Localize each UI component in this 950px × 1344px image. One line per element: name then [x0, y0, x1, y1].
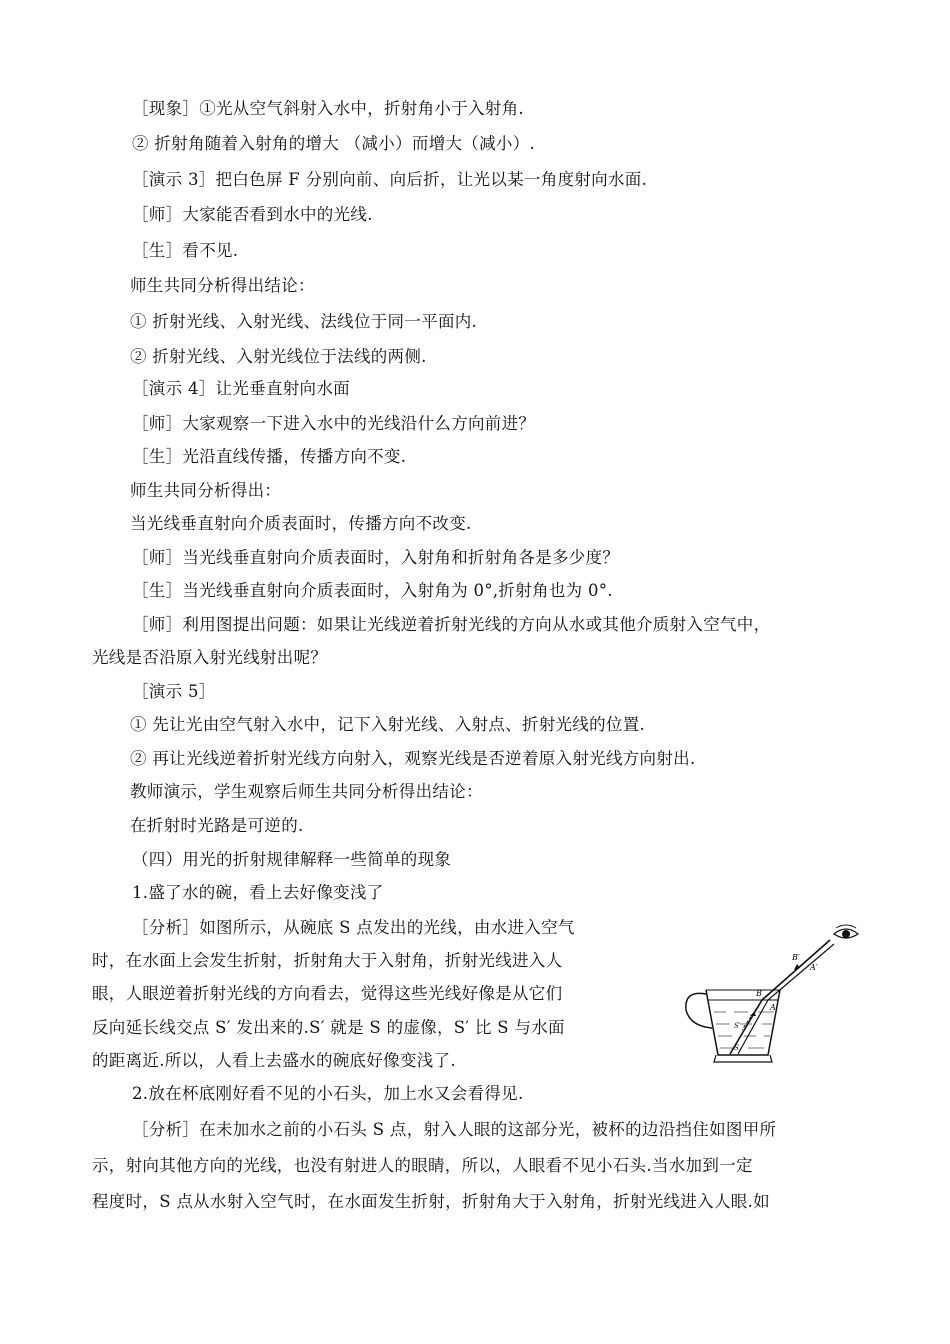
figure-label: B: [756, 989, 762, 998]
text-line: 教师演示，学生观察后师生共同分析得出结论：: [130, 782, 483, 801]
analysis-line: 的距离近.所以，人看上去盛水的碗底好像变浅了.: [92, 1051, 456, 1070]
figure-label: A: [770, 1003, 776, 1012]
analysis-line: ［分析］如图所示，从碗底 S 点发出的光线，由水进入空气: [132, 918, 575, 937]
figure-label: S′: [734, 1022, 741, 1030]
text-line: （四）用光的折射规律解释一些简单的现象: [132, 850, 452, 869]
analysis-line: 程度时，S 点从水射入空气时，在水面发生折射，折射角大于入射角，折射光线进入人眼.如: [92, 1192, 770, 1211]
text-line: ② 再让光线逆着折射光线方向射入，观察光线是否逆着原入射光线方向射出.: [130, 749, 696, 768]
text-line: ① 先让光由空气射入水中，记下入射光线、入射点、折射光线的位置.: [130, 715, 646, 734]
text-line: 2.放在杯底刚好看不见的小石头，加上水又会看得见.: [132, 1084, 524, 1103]
analysis-line: 示，射向其他方向的光线，也没有射进人的眼睛，所以，人眼看不见小石头.当水加到一定: [92, 1156, 753, 1175]
analysis-line: ［分析］在未加水之前的小石头 S 点，射入人眼的这部分光，被杯的边沿挡住如图甲所: [132, 1120, 777, 1139]
text-line: 在折射时光路是可逆的.: [130, 816, 304, 835]
text-line: ［师］大家能否看到水中的光线.: [132, 205, 373, 224]
text-line: 师生共同分析得出结论：: [130, 276, 315, 295]
text-line: ② 折射光线、入射光线位于法线的两侧.: [130, 347, 427, 366]
text-line: ［师］利用图提出问题：如果让光线逆着折射光线的方向从水或其他介质射入空气中，: [132, 615, 771, 634]
figure-label: S: [734, 1044, 739, 1052]
text-line: ［演示 5］: [132, 682, 216, 701]
text-line: 1.盛了水的碗，看上去好像变浅了: [132, 883, 384, 902]
figure-label: B′: [792, 953, 800, 962]
text-line: ［师］当光线垂直射向介质表面时，入射角和折射角各是多少度？: [132, 548, 620, 567]
text-line: 当光线垂直射向介质表面时，传播方向不改变.: [130, 514, 472, 533]
text-line: ② 折射角随着入射角的增大 （减小）而增大（减小）.: [132, 134, 536, 153]
text-line: ［现象］①光从空气斜射入水中，折射角小于入射角.: [132, 99, 524, 118]
analysis-line: 眼，人眼逆着折射光线的方向看去，觉得这些光线好像是从它们: [92, 984, 563, 1003]
text-line: 师生共同分析得出：: [130, 481, 282, 500]
text-line: ［生］光沿直线传播，传播方向不变.: [132, 447, 407, 466]
text-line: ［演示 4］让光垂直射向水面: [132, 379, 350, 398]
text-line: ① 折射光线、入射光线、法线位于同一平面内.: [130, 312, 478, 331]
eye-icon: [834, 925, 858, 938]
analysis-line: 时，在水面上会发生折射，折射角大于入射角，折射光线进入人: [92, 951, 563, 970]
analysis-line: 反向延长线交点 S′ 发出来的.S′ 就是 S 的虚像，S′ 比 S 与水面: [92, 1018, 565, 1037]
text-line: ［生］当光线垂直射向介质表面时，入射角为 0°,折射角也为 0°.: [132, 581, 613, 600]
figure-label: A′: [810, 963, 818, 972]
text-line: ［演示 3］把白色屏 F 分别向前、向后折，让光以某一角度射向水面.: [132, 170, 648, 189]
bowl-refraction-figure: [678, 920, 868, 1065]
text-line: ［生］看不见.: [132, 241, 239, 260]
text-line: ［师］大家观察一下进入水中的光线沿什么方向前进？: [132, 414, 536, 433]
text-line: 光线是否沿原入射光线射出呢？: [92, 648, 328, 667]
